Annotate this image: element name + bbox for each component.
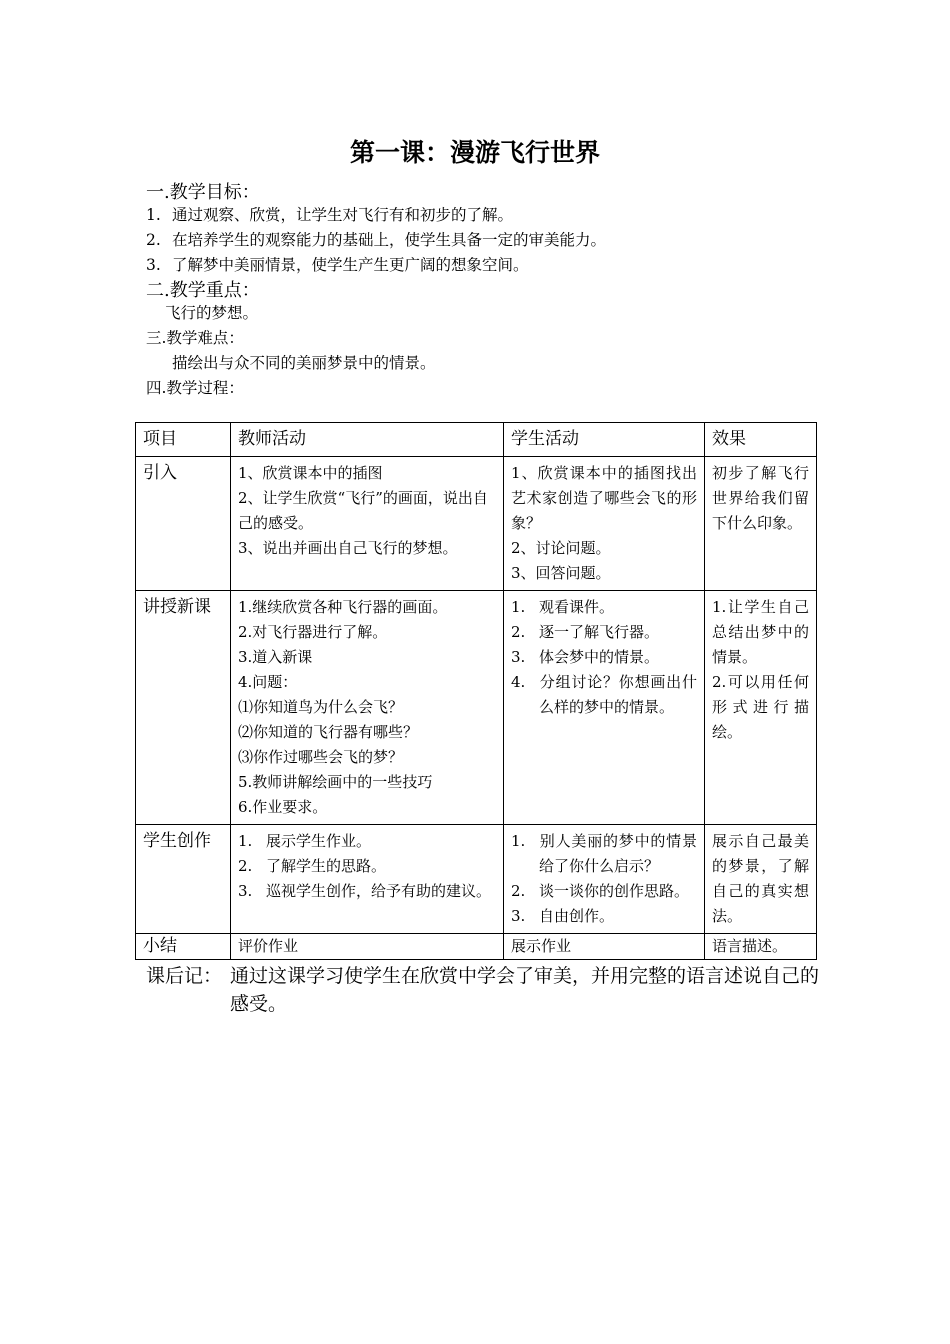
objective-item: 1. 通过观察、欣赏，让学生对飞行有和初步的了解。 <box>146 206 514 224</box>
student-cell: 展示作业 <box>504 934 705 960</box>
process-heading: 四.教学过程： <box>146 379 244 397</box>
afterword-label: 课后记： <box>146 965 223 987</box>
objectives-heading: 一.教学目标： <box>146 182 260 203</box>
teacher-cell: 1. 展示学生作业。 2. 了解学生的思路。 3. 巡视学生创作，给予有助的建议。 <box>231 825 504 934</box>
teacher-cell: 1.继续欣赏各种飞行器的画面。 2.对飞行器进行了解。 3.道入新课 4.问题： ⑴你知道鸟为什么会飞？ ⑵你知道的飞行器有哪些？ ⑶你作过哪些会飞的梦？ 5.教师讲解绘画中的一些技巧 6.作业要求。 <box>231 591 504 825</box>
row-item: 学生创作 <box>136 825 231 934</box>
row-item: 讲授新课 <box>136 591 231 825</box>
effect-cell: 初步了解飞行世界给我们留下什么印象。 <box>705 457 817 591</box>
student-cell: 1. 观看课件。 2. 逐一了解飞行器。 3. 体会梦中的情景。 4. 分组讨论？你想画出什么样的梦中的情景。 <box>504 591 705 825</box>
teacher-cell: 评价作业 <box>231 934 504 960</box>
student-cell: 1、欣赏课本中的插图找出艺术家创造了哪些会飞的形象？ 2、讨论问题。 3、回答问题。 <box>504 457 705 591</box>
header-teacher: 教师活动 <box>231 423 504 457</box>
header-student: 学生活动 <box>504 423 705 457</box>
row-item: 小结 <box>136 934 231 960</box>
row-item: 引入 <box>136 457 231 591</box>
student-cell: 1. 别人美丽的梦中的情景给了你什么启示？ 2. 谈一谈你的创作思路。 3. 自由创作。 <box>504 825 705 934</box>
afterword-text: 通过这课学习使学生在欣赏中学会了审美，并用完整的语言述说自己的感受。 <box>230 965 820 1015</box>
objective-item: 2. 在培养学生的观察能力的基础上，使学生具备一定的审美能力。 <box>146 231 607 249</box>
table-row <box>136 457 817 591</box>
effect-cell: 展示自己最美的梦景，了解自己的真实想法。 <box>705 825 817 934</box>
teaching-process-table <box>135 422 817 960</box>
difficulties-text: 描绘出与众不同的美丽梦景中的情景。 <box>172 354 436 372</box>
objective-item: 3. 了解梦中美丽情景，使学生产生更广阔的想象空间。 <box>146 256 529 274</box>
table-row <box>136 591 817 825</box>
effect-cell: 语言描述。 <box>705 934 817 960</box>
table-row <box>136 825 817 934</box>
header-effect: 效果 <box>705 423 817 457</box>
afterword <box>146 962 826 1018</box>
key-points-text: 飞行的梦想。 <box>165 304 259 322</box>
table-header-row <box>136 423 817 457</box>
effect-cell: 1.让学生自己总结出梦中的情景。 2.可以用任何形式进行描绘。 <box>705 591 817 825</box>
key-points-heading: 二.教学重点： <box>146 280 260 301</box>
table-row <box>136 934 817 960</box>
teacher-cell: 1、欣赏课本中的插图 2、让学生欣赏“飞行”的画面，说出自己的感受。 3、说出并画出自己飞行的梦想。 <box>231 457 504 591</box>
difficulties-heading: 三.教学难点： <box>146 329 244 347</box>
header-item: 项目 <box>136 423 231 457</box>
page-title: 第一课：漫游飞行世界 <box>349 138 600 167</box>
